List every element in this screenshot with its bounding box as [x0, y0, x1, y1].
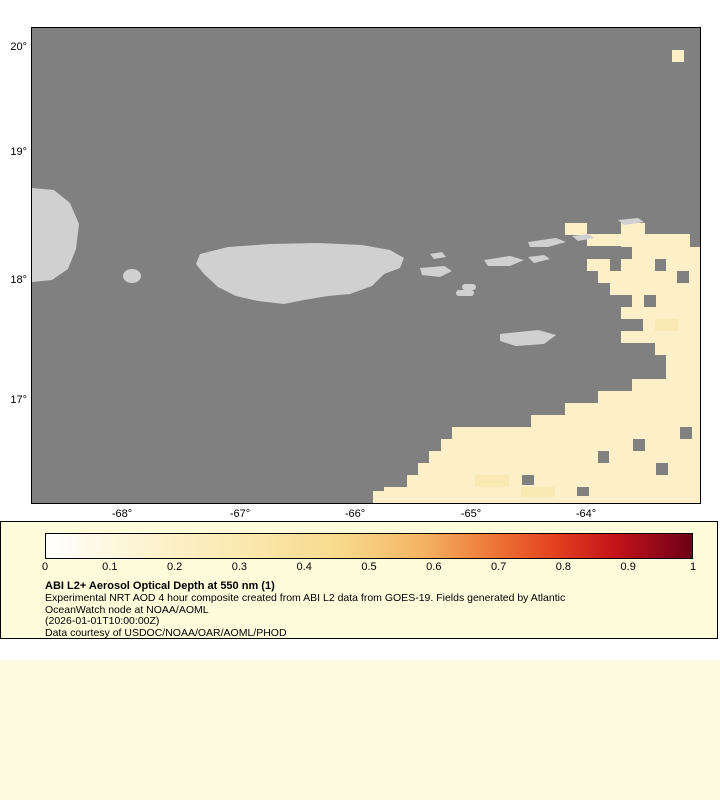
- cb-tick: 0.6: [426, 561, 442, 573]
- colorbar-tick-labels: [41, 561, 697, 575]
- cb-tick: 0.8: [555, 561, 572, 573]
- caption-line-1: Experimental NRT AOD 4 hour composite created from ABI L2 data from GOES-19. Fields generated by Atlantic: [45, 592, 566, 604]
- cb-tick: 0.7: [490, 561, 507, 573]
- colorbar-title: ABI L2+ Aerosol Optical Depth at 550 nm (1): [45, 580, 275, 592]
- colorbar-wrapper: [45, 533, 693, 559]
- x-tick-label: -65°: [460, 508, 482, 520]
- cb-tick: 0: [41, 561, 49, 573]
- y-tick-label: 18°: [10, 274, 27, 286]
- y-tick-label: 20°: [10, 41, 27, 53]
- x-tick-label: -64°: [575, 508, 597, 520]
- caption-block: [45, 580, 705, 639]
- cb-tick: 0.2: [166, 561, 183, 573]
- x-tick-label: -66°: [344, 508, 366, 520]
- x-tick-label: -67°: [229, 508, 251, 520]
- caption-line-4: Data courtesy of USDOC/NOAA/OAR/AOML/PHOD: [45, 626, 287, 639]
- caption-line-2: OceanWatch node at NOAA/AOML: [45, 603, 209, 616]
- map-raster-layer: [32, 28, 700, 503]
- cb-tick: 1: [689, 561, 697, 573]
- colorbar-panel: [0, 521, 718, 639]
- colorbar-gradient: [45, 533, 693, 559]
- y-tick-label: 17°: [10, 394, 27, 406]
- cb-tick: 0.4: [296, 561, 312, 573]
- cb-tick: 0.3: [231, 561, 248, 573]
- map-plot-area[interactable]: [31, 27, 701, 504]
- y-tick-label: 19°: [10, 146, 27, 158]
- caption-line-3: (2026-01-01T10:00:00Z): [45, 615, 160, 627]
- cb-tick: 0.1: [102, 561, 118, 573]
- cb-tick: 0.9: [620, 561, 636, 573]
- x-tick-label: -68°: [111, 508, 133, 520]
- cb-tick: 0.5: [361, 561, 377, 573]
